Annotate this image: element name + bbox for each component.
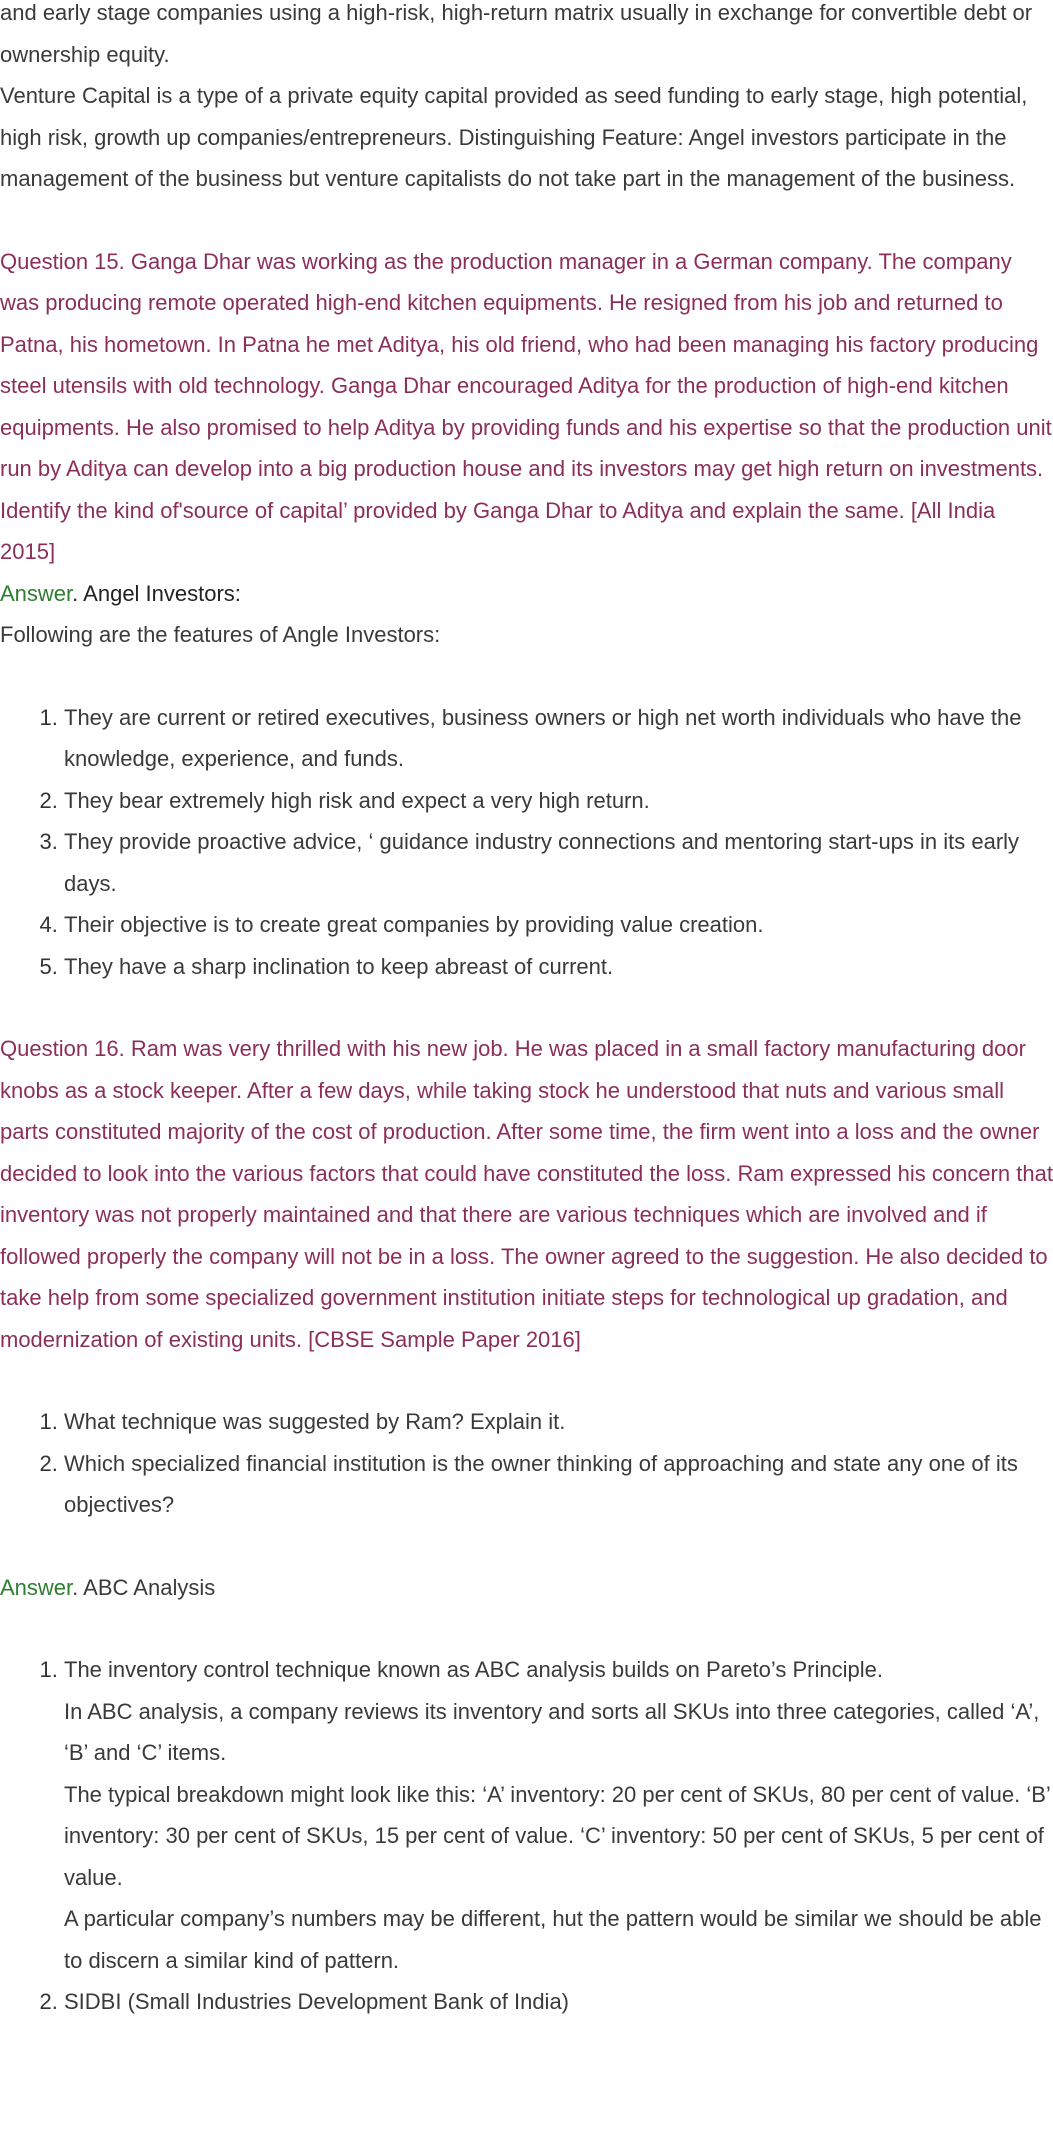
angel-features-list [0, 697, 1053, 988]
list-item: 1. They are current or retired executives, business owners or high net worth individuals who have the knowledge, experience, and funds. [64, 697, 1053, 780]
list-item [64, 1649, 1053, 1981]
list-item: 3. They provide proactive advice, ‘ guidance industry connections and mentoring start-ups in its early days. [64, 821, 1053, 904]
answer-title: Angel Investors: [83, 580, 241, 606]
answer-15-intro: Following are the features of Angle Investors: [0, 622, 441, 647]
answer-15-heading: Answer. Angel Investors: [0, 580, 241, 606]
intro-paragraph-2: Venture Capital is a type of a private equity capital provided as seed funding to early stage, high potential, high risk, growth up companies/entrepreneurs. Distinguishing Feature: Angel investors participate in the management of the business but venture capitalists do not take part in the management of the business. [0, 83, 1028, 191]
sub-questions-list [0, 1401, 1053, 1526]
answer-label: Answer [0, 580, 73, 606]
answer-label: Answer [0, 1574, 73, 1600]
answer-1-line-2: In ABC analysis, a company reviews its inventory and sorts all SKUs into three categories, called ‘A’, ‘B’ and ‘C’ items. [64, 1698, 1040, 1765]
answer-1-line-1: 1. The inventory control technique known as ABC analysis builds on Pareto’s Principle. [64, 1657, 883, 1682]
answer-title: ABC Analysis [83, 1574, 216, 1600]
list-item: 5. They have a sharp inclination to keep abreast of current. [64, 946, 1053, 988]
question-15: Question 15. Ganga Dhar was working as the production manager in a German company. The company was producing remote operated high-end kitchen equipments. He resigned from his job and returned to Patna, his hometown. In Patna he met Aditya, his old friend, who had been managing his factory producing steel utensils with old technology. Ganga Dhar encouraged Aditya for the production of high-end kitchen equipments. He also promised to help Aditya by providing funds and his expertise so that the production unit run by Aditya can develop into a big production house and its investors may get high return on investments. Identify the kind of'source of capital’ provided by Ganga Dhar to Aditya and explain the same. [All India 2015] [0, 248, 1052, 564]
list-item: 4. Their objective is to create great companies by providing value creation. [64, 904, 1053, 946]
list-item: 2. SIDBI (Small Industries Development Bank of India) [64, 1981, 1053, 2023]
list-item: 2. Which specialized financial institution is the owner thinking of approaching and state any one of its objectives? [64, 1443, 1053, 1526]
answer-1-line-3: The typical breakdown might look like this: ‘A’ inventory: 20 per cent of SKUs, 80 per cent of value. ‘B’ inventory: 30 per cent of SKUs, 15 per cent of value. ‘C’ inventory: 50 per cent of SKUs, 5 per cent of value. [64, 1781, 1051, 1890]
list-item: 2. They bear extremely high risk and expect a very high return. [64, 780, 1053, 822]
list-item: 1. What technique was suggested by Ram? Explain it. [64, 1401, 1053, 1443]
intro-paragraph-1: and early stage companies using a high-risk, high-return matrix usually in exchange for convertible debt or ownership equity. [0, 0, 1033, 67]
answer-1-line-4: A particular company’s numbers may be different, hut the pattern would be similar we should be able to discern a similar kind of pattern. [64, 1906, 1042, 1973]
answer-16-heading: Answer. ABC Analysis [0, 1574, 216, 1600]
answers-list [0, 1649, 1053, 2023]
question-16: Question 16. Ram was very thrilled with his new job. He was placed in a small factory manufacturing door knobs as a stock keeper. After a few days, while taking stock he understood that nuts and various small parts constituted majority of the cost of production. After some time, the firm went into a loss and the owner decided to look into the various factors that could have constituted the loss. Ram expressed his concern that inventory was not properly maintained and that there are various techniques which are involved and if followed properly the company will not be in a loss. The owner agreed to the suggestion. He also decided to take help from some specialized government institution initiate steps for technological up gradation, and modernization of existing units. [CBSE Sample Paper 2016] [0, 1036, 1053, 1352]
